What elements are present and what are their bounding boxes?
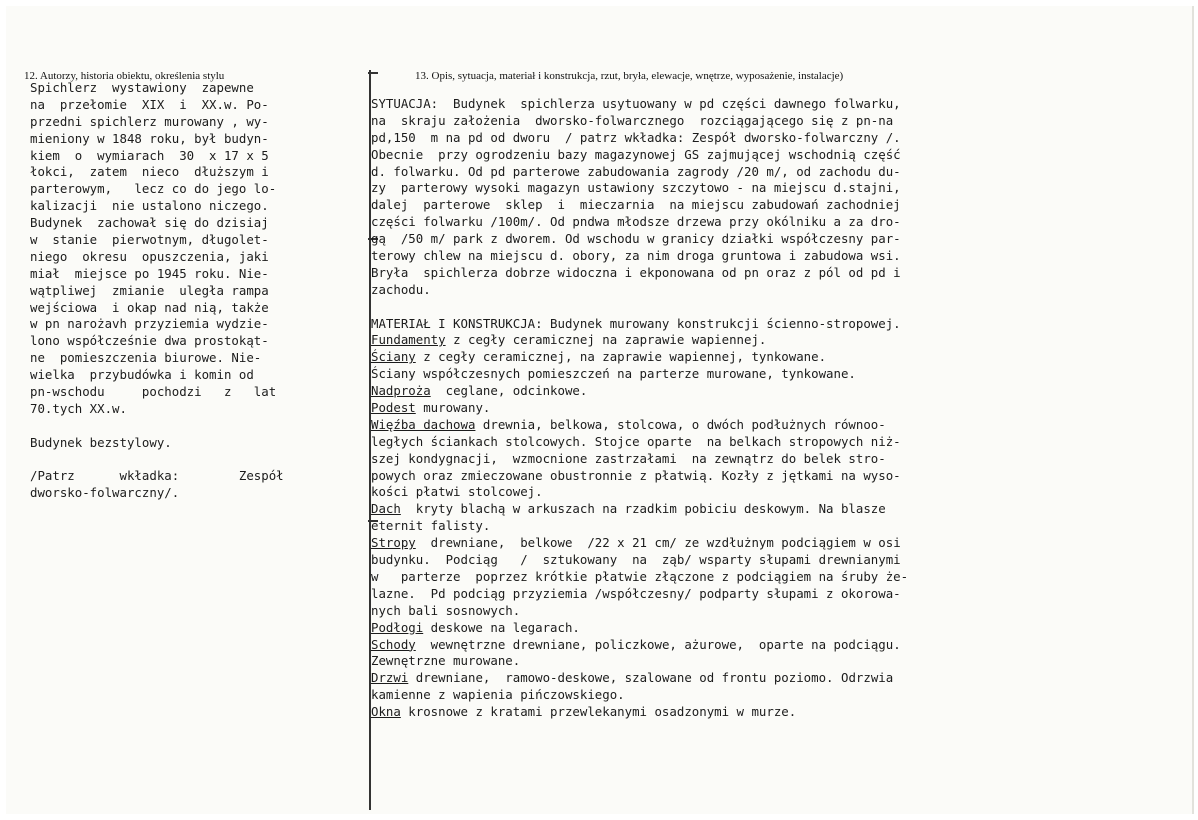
description-line xyxy=(371,417,1086,434)
description-line xyxy=(371,282,1086,299)
line-text: budynku. Podciąg / sztukowany na ząb/ wsparty słupami drewnianymi xyxy=(371,552,901,568)
history-line: kalizacji nie ustalono niczego. xyxy=(30,198,269,214)
line-text: eternit falisty. xyxy=(371,518,491,534)
history-line: Spichlerz wystawiony zapewne xyxy=(30,80,254,95)
description-line xyxy=(371,316,1086,333)
subsection-label: Nadproża xyxy=(371,383,431,399)
line-text: z cegły ceramicznej, na zaprawie wapiennej, tynkowane. xyxy=(415,349,827,365)
description-line xyxy=(371,349,1086,366)
description-line xyxy=(371,332,1086,349)
line-text: d. folwarku. Od pd parterowe zabudowania zagrody /20 m/, od zachodu du- xyxy=(371,163,901,179)
description-line xyxy=(371,670,1086,687)
description-line xyxy=(371,687,1086,704)
line-text: lazne. Pd podciąg przyziemia /współczesny/ podparty słupami z okorowa- xyxy=(371,585,901,601)
subsection-label: Więźba dachowa xyxy=(371,416,476,432)
history-line: łokci, zatem nieco dłuższym i xyxy=(30,164,269,180)
line-text: terowy chlew na miejscu d. obory, za nim droga gruntowa i zabudowa wsi. xyxy=(371,248,901,264)
description-line xyxy=(371,299,1086,316)
line-text: kryty blachą w arkuszach na rzadkim pobiciu deskowym. Na blasze xyxy=(400,501,886,517)
subsection-label: Okna xyxy=(371,704,401,720)
line-text: ceglane, odcinkowe. xyxy=(430,383,588,399)
description-line xyxy=(371,637,1086,654)
line-text: nych bali sosnowych. xyxy=(371,602,521,618)
history-line: w stanie pierwotnym, długolet- xyxy=(30,232,269,248)
line-text: powych oraz zmieczowane obustronnie z płatwią. Kozły z jętkami na wyso- xyxy=(371,467,901,483)
description-line xyxy=(371,96,1086,113)
description-text xyxy=(371,96,1086,721)
history-line: wątpliwej zmianie uległa rampa xyxy=(30,282,269,298)
history-line: dworsko-folwarczny/. xyxy=(30,485,180,501)
line-text: ległych ściankach stolcowych. Stojce oparte na belkach stropowych niż- xyxy=(371,433,901,449)
description-line xyxy=(371,180,1086,197)
subsection-label: Stropy xyxy=(371,535,416,551)
line-text: dalej parterowe sklep i mieczarnia na miejscu zabudowań zachodniej xyxy=(371,197,901,213)
history-line: pn-wschodu pochodzi z lat xyxy=(30,384,277,400)
line-text: Bryła spichlerza dobrze widoczna i ekponowana od pn oraz z pól od pd i xyxy=(371,264,901,280)
line-text: deskowe na legarach. xyxy=(423,619,580,635)
line-text: krosnowe z kratami przewlekanymi osadzonymi w murze. xyxy=(400,704,797,720)
history-line: w pn narożavh przyziemia wydzie- xyxy=(30,316,269,332)
description-line xyxy=(371,704,1086,721)
history-line: niego okresu opuszczenia, jaki xyxy=(30,248,269,264)
history-line xyxy=(30,452,352,469)
description-line xyxy=(371,366,1086,383)
line-text: kamienne z wapienia pińczowskiego. xyxy=(371,687,625,703)
line-text: murowany. xyxy=(415,400,491,416)
description-line xyxy=(371,434,1086,451)
description-line xyxy=(371,518,1086,535)
line-text: pd,150 m na pd od dworu / patrz wkładka: Zespół dworsko-folwarczny /. xyxy=(371,129,901,145)
description-line xyxy=(371,501,1086,518)
subsection-label: Dach xyxy=(371,501,401,517)
history-line: 70.tych XX.w. xyxy=(30,400,127,416)
description-line xyxy=(371,400,1086,417)
history-line: ne pomieszczenia biurowe. Nie- xyxy=(30,350,262,366)
divider-tick-top xyxy=(368,72,378,74)
history-line: miał miejsce po 1945 roku. Nie- xyxy=(30,265,269,281)
description-line xyxy=(371,653,1086,670)
description-line xyxy=(371,248,1086,265)
history-line: mieniony w 1848 roku, był budyn- xyxy=(30,130,269,146)
line-text: Zewnętrzne murowane. xyxy=(371,653,521,669)
description-line xyxy=(371,113,1086,130)
history-line: przedni spichlerz murowany , wy- xyxy=(30,113,269,129)
history-line: wielka przybudówka i komin od xyxy=(30,367,254,383)
description-line xyxy=(371,535,1086,552)
line-text: z cegły ceramicznej na zaprawie wapiennej. xyxy=(445,332,767,348)
description-line xyxy=(371,265,1086,282)
description-line xyxy=(371,164,1086,181)
history-line: Budynek zachował się do dzisiaj xyxy=(30,215,269,231)
description-line xyxy=(371,147,1086,164)
line-text: drewnia, belkowa, stolcowa, o dwóch podłużnych równoo- xyxy=(475,416,886,432)
description-line xyxy=(371,451,1086,468)
line-text: kości płatwi stolcowej. xyxy=(371,484,543,500)
description-line xyxy=(371,552,1086,569)
line-text: drewniane, ramowo-deskowe, szalowane od frontu poziomo. Odrzwia xyxy=(408,670,894,686)
description-line xyxy=(371,468,1086,485)
line-text: MATERIAŁ I KONSTRUKCJA: Budynek murowany konstrukcji ścienno-stropowej. xyxy=(371,315,901,331)
description-line xyxy=(371,231,1086,248)
history-text xyxy=(30,80,352,502)
description-line xyxy=(371,197,1086,214)
subsection-label: Podłogi xyxy=(371,619,424,635)
history-line xyxy=(30,418,352,435)
history-line: /Patrz wkładka: Zespół xyxy=(30,468,284,484)
description-line xyxy=(371,586,1086,603)
history-line: wejściowa i okap nad nią, także xyxy=(30,299,269,315)
line-text: Ściany współczesnych pomieszczeń na parterze murowane, tynkowane. xyxy=(371,366,856,382)
history-line: kiem o wymiarach 30 x 17 x 5 xyxy=(30,147,269,163)
line-text: Obecnie przy ogrodzeniu bazy magazynowej GS zajmującej wschodnią część xyxy=(371,146,901,162)
subsection-label: Podest xyxy=(371,400,416,416)
section-12-header: 12. Autorzy, historia obiektu, określenia stylu xyxy=(24,70,225,82)
history-line: Budynek bezstylowy. xyxy=(30,434,172,450)
history-line: parterowym, lecz co do jego lo- xyxy=(30,181,277,197)
section-13-header: 13. Opis, sytuacja, materiał i konstrukcja, rzut, bryła, elewacje, wnętrze, wyposażenie, instalacje) xyxy=(415,70,844,82)
line-text: zy parterowy wysoki magazyn ustawiony szczytowo - na miejscu d.stajni, xyxy=(371,180,901,196)
description-line xyxy=(371,620,1086,637)
line-text: części folwarku /100m/. Od pndwa młodsze drzewa przy okólniku a za dro- xyxy=(371,214,901,230)
description-line xyxy=(371,603,1086,620)
description-line xyxy=(371,383,1086,400)
description-line xyxy=(371,484,1086,501)
subsection-label: Fundamenty xyxy=(371,332,446,348)
line-text: zachodu. xyxy=(371,281,431,297)
description-line xyxy=(371,214,1086,231)
subsection-label: Schody xyxy=(371,636,416,652)
subsection-label: Ściany xyxy=(371,349,416,365)
line-text: SYTUACJA: Budynek spichlerza usytuowany w pd części dawnego folwarku, xyxy=(371,96,901,111)
history-line: na przełomie XIX i XX.w. Po- xyxy=(30,96,269,112)
line-text: w parterze poprzez krótkie płatwie złączone z podciągiem na śruby że- xyxy=(371,568,909,584)
description-line xyxy=(371,569,1086,586)
subsection-label: Drzwi xyxy=(371,670,409,686)
history-line: lono współcześnie dwa prostokąt- xyxy=(30,333,269,349)
line-text: gą /50 m/ park z dworem. Od wschodu w granicy działki współczesny par- xyxy=(371,231,901,247)
line-text: na skraju założenia dworsko-folwarcznego rozciągającego się z pn-na xyxy=(371,112,894,128)
line-text: szej kondygnacji, wzmocnione zastrzałami na zewnątrz do belek stro- xyxy=(371,450,886,466)
line-text: wewnętrzne drewniane, policzkowe, ażurowe, oparte na podciągu. xyxy=(415,636,901,652)
line-text: drewniane, belkowe /22 x 21 cm/ ze wzdłużnym podciągiem w osi xyxy=(415,535,901,551)
description-line xyxy=(371,130,1086,147)
